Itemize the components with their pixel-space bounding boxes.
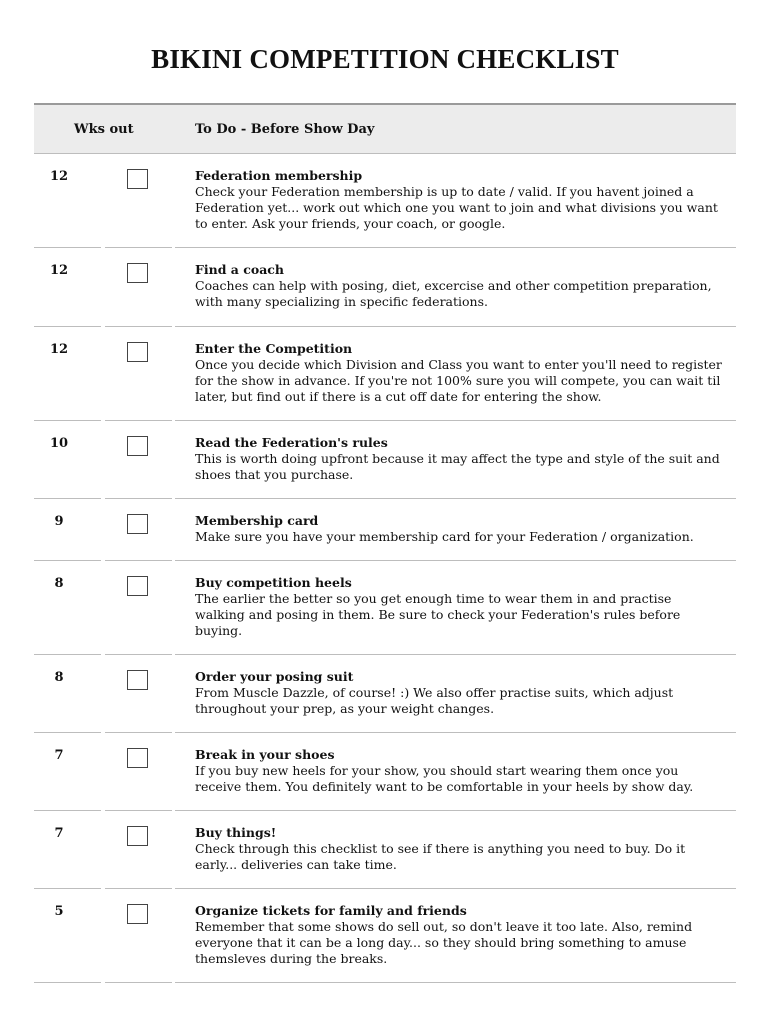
task-title: Organize tickets for family and friends <box>195 903 467 918</box>
task-content <box>195 669 725 717</box>
task-description: This is worth doing upfront because it may affect the type and style of the suit and shoes that you purchase. <box>195 451 720 482</box>
column-header-wks-out: Wks out <box>74 122 134 137</box>
row-divider <box>175 982 736 983</box>
weeks-out-value: 10 <box>49 436 69 451</box>
task-checkbox[interactable] <box>127 169 148 189</box>
weeks-out-value: 12 <box>49 263 69 278</box>
checklist-row <box>34 733 736 811</box>
column-header-todo: To Do - Before Show Day <box>195 122 375 137</box>
task-content <box>195 575 725 639</box>
table-header <box>34 103 736 154</box>
task-title: Read the Federation's rules <box>195 435 388 450</box>
task-content <box>195 262 725 310</box>
checklist-row <box>34 154 736 248</box>
weeks-out-value: 7 <box>54 748 64 763</box>
weeks-out-value: 8 <box>54 670 64 685</box>
task-description: The earlier the better so you get enough time to wear them in and practise walking and posing in them. Be sure to check your Federation's rules before buying. <box>195 591 681 638</box>
task-description: If you buy new heels for your show, you should start wearing them once you receive them. You definitely want to be comfortable in your heels by show day. <box>195 763 694 794</box>
checklist-row <box>34 499 736 561</box>
task-title: Membership card <box>195 513 319 528</box>
checklist-row <box>34 421 736 499</box>
checklist-row <box>34 655 736 733</box>
task-content <box>195 825 725 873</box>
task-content <box>195 168 725 232</box>
checklist-row <box>34 248 736 327</box>
weeks-out-value: 12 <box>49 342 69 357</box>
page-title: BIKINI COMPETITION CHECKLIST <box>151 44 619 74</box>
weeks-out-value: 9 <box>54 514 64 529</box>
task-checkbox[interactable] <box>127 904 148 924</box>
row-divider <box>34 982 101 983</box>
task-content <box>195 341 725 405</box>
task-description: Check your Federation membership is up to date / valid. If you havent joined a Federation yet... work out which one you want to join and what divisions you want to enter. Ask your friends, your coach, or google. <box>195 184 718 231</box>
task-title: Order your posing suit <box>195 669 354 684</box>
task-description: Once you decide which Division and Class you want to enter you'll need to register for the show in advance. If you're not 100% sure you will compete, you can wait til later, but find out if there is a cut off date for entering the show. <box>195 357 722 404</box>
task-title: Enter the Competition <box>195 341 353 356</box>
task-content <box>195 435 725 483</box>
checklist-row <box>34 811 736 889</box>
row-divider <box>105 982 172 983</box>
weeks-out-value: 7 <box>54 826 64 841</box>
task-checkbox[interactable] <box>127 514 148 534</box>
checklist-row <box>34 889 736 983</box>
task-checkbox[interactable] <box>127 342 148 362</box>
task-description: Check through this checklist to see if there is anything you need to buy. Do it early... deliveries can take time. <box>195 841 686 872</box>
task-title: Federation membership <box>195 168 363 183</box>
task-content <box>195 903 725 967</box>
task-title: Break in your shoes <box>195 747 335 762</box>
weeks-out-value: 12 <box>49 169 69 184</box>
checklist-table <box>34 103 736 983</box>
checklist-row <box>34 561 736 655</box>
task-checkbox[interactable] <box>127 576 148 596</box>
task-checkbox[interactable] <box>127 826 148 846</box>
task-description: From Muscle Dazzle, of course! :) We also offer practise suits, which adjust throughout your prep, as your weight changes. <box>195 685 674 716</box>
checklist-rows <box>34 154 736 983</box>
task-title: Find a coach <box>195 262 285 277</box>
task-content <box>195 747 725 795</box>
task-checkbox[interactable] <box>127 670 148 690</box>
task-title: Buy things! <box>195 825 277 840</box>
task-description: Remember that some shows do sell out, so don't leave it too late. Also, remind everyone that it can be a long day... so they should bring something to amuse themsleves during the breaks. <box>195 919 693 966</box>
task-description: Coaches can help with posing, diet, excercise and other competition preparation, with many specializing in specific federations. <box>195 278 712 309</box>
task-checkbox[interactable] <box>127 436 148 456</box>
weeks-out-value: 5 <box>54 904 64 919</box>
weeks-out-value: 8 <box>54 576 64 591</box>
task-checkbox[interactable] <box>127 263 148 283</box>
task-checkbox[interactable] <box>127 748 148 768</box>
task-title: Buy competition heels <box>195 575 352 590</box>
checklist-row <box>34 327 736 421</box>
task-description: Make sure you have your membership card for your Federation / organization. <box>195 529 694 544</box>
task-content <box>195 513 725 545</box>
